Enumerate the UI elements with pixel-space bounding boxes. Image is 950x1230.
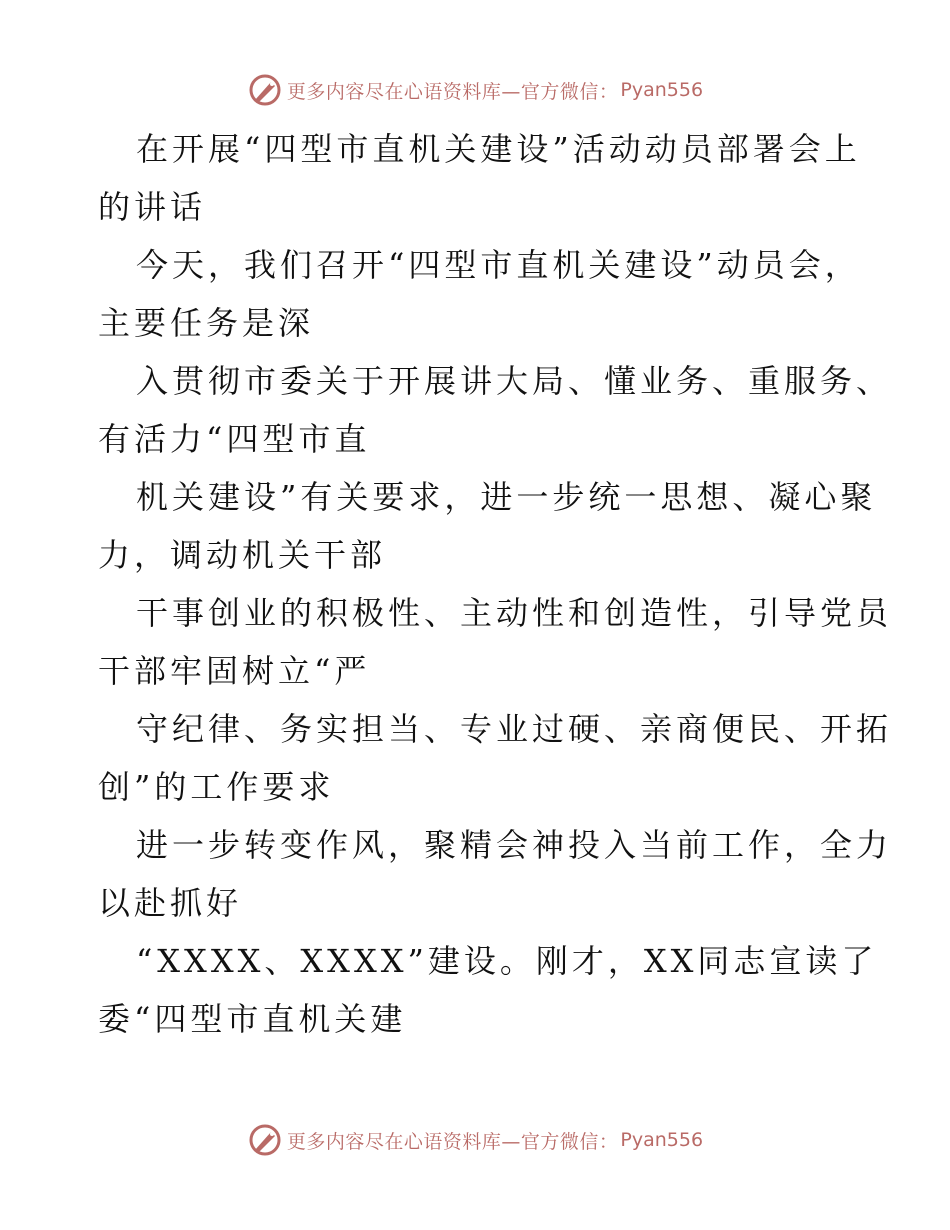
footer-watermark: [0, 1120, 950, 1160]
text-line: 进一步转变作风，聚精会神投入当前工作，全力: [136, 826, 893, 864]
header-watermark: [0, 70, 950, 110]
footer-wechat-id: Pyan556: [620, 1129, 704, 1151]
text-line: 委“四型市直机关建: [98, 1000, 407, 1038]
text-line: “XXXX、XXXX”建设。刚才，XX同志宣读了: [136, 942, 878, 980]
header-text: 更多内容尽在心语资料库—官方微信：: [286, 80, 619, 103]
text-line: 干事创业的积极性、主动性和创造性，引导党员: [136, 594, 893, 632]
text-line: 干部牢固树立“严: [98, 652, 371, 690]
pen-nib-circle-icon: [247, 72, 283, 108]
text-line: 的讲话: [98, 188, 207, 226]
text-line: 在开展“四型市直机关建设”活动动员部署会上: [136, 130, 861, 168]
document-body: [98, 120, 893, 1048]
pen-nib-circle-icon: [247, 1122, 283, 1158]
text-line: 守纪律、务实担当、专业过硬、亲商便民、开拓: [136, 710, 893, 748]
header-wechat-id: Pyan556: [620, 79, 704, 101]
text-line: 入贯彻市委关于开展讲大局、懂业务、重服务、: [136, 362, 893, 400]
text-line: 主要任务是深: [98, 304, 315, 342]
text-line: 有活力“四型市直: [98, 420, 371, 458]
footer-text: 更多内容尽在心语资料库—官方微信：: [286, 1130, 619, 1153]
text-line: 力，调动机关干部: [98, 536, 387, 574]
text-line: 今天，我们召开“四型市直机关建设”动员会，: [136, 246, 861, 284]
text-line: 以赴抓好: [98, 884, 243, 922]
text-line: 机关建设”有关要求，进一步统一思想、凝心聚: [136, 478, 877, 516]
text-line: 创”的工作要求: [98, 768, 335, 806]
